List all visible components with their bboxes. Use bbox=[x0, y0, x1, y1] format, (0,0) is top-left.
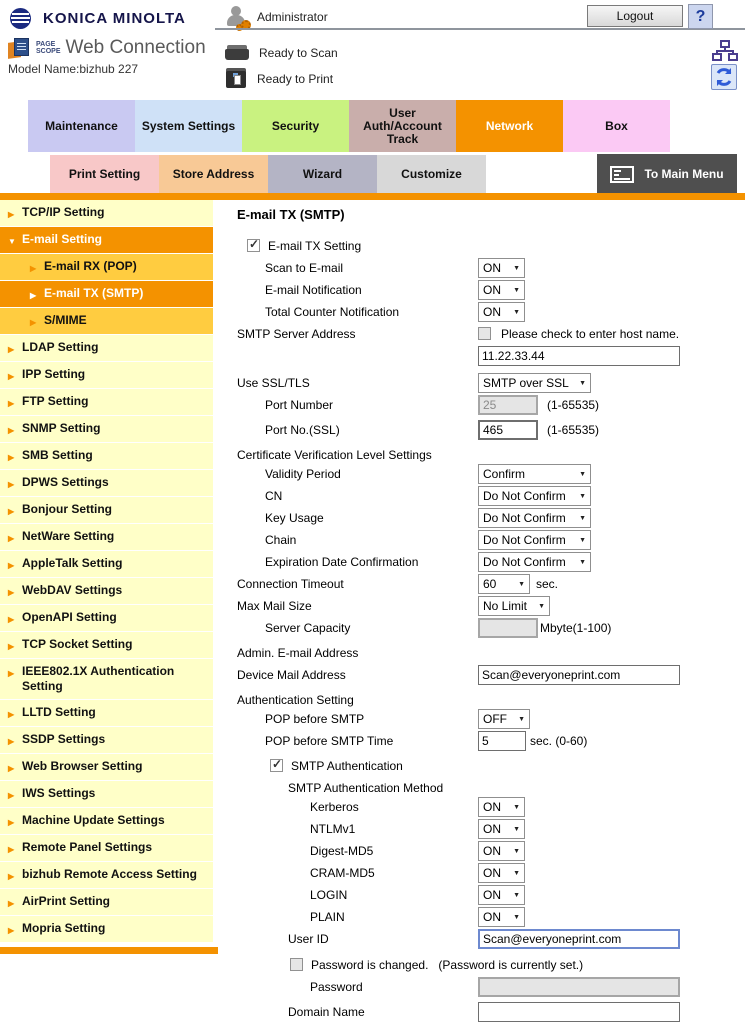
device-mail-label: Device Mail Address bbox=[237, 668, 346, 682]
control-panel-icon bbox=[610, 166, 634, 183]
tab-store-address[interactable]: Store Address bbox=[159, 155, 268, 193]
page-title: E-mail TX (SMTP) bbox=[237, 207, 345, 222]
brand-name: KONICA MINOLTA bbox=[43, 10, 186, 27]
sidebar-item-tcp-socket-setting[interactable]: ▶ TCP Socket Setting bbox=[0, 632, 213, 659]
print-status bbox=[225, 68, 333, 90]
sidebar-item-machine-update-settings[interactable]: ▶ Machine Update Settings bbox=[0, 808, 213, 835]
authentication-setting-row bbox=[237, 690, 745, 708]
tab-security[interactable]: Security bbox=[242, 100, 349, 152]
password-changed-note: (Password is currently set.) bbox=[438, 958, 584, 972]
smtp-server-address-input-row bbox=[237, 346, 745, 372]
scan-to-email-select[interactable]: ON ▼ bbox=[478, 258, 525, 278]
total-counter-notification-row bbox=[237, 302, 745, 323]
server-capacity-input bbox=[478, 618, 538, 638]
connection-timeout-label: Connection Timeout bbox=[237, 577, 344, 591]
pop-before-smtp-time-unit: sec. (0-60) bbox=[530, 734, 588, 748]
connection-timeout-select[interactable]: 60 ▼ bbox=[478, 574, 530, 594]
plain-select[interactable]: ON ▼ bbox=[478, 907, 525, 927]
sidebar-item-bizhub-remote-access-setting[interactable]: ▶ bizhub Remote Access Setting bbox=[0, 862, 213, 889]
header bbox=[0, 0, 745, 95]
tab-user-auth-account-track[interactable]: User Auth/Account Track bbox=[349, 100, 456, 152]
smtp-authentication-method-row bbox=[237, 778, 745, 796]
sidebar-item-mopria-setting[interactable]: ▶ Mopria Setting bbox=[0, 916, 213, 943]
refresh-arrows-icon bbox=[712, 65, 736, 89]
authentication-setting-label: Authentication Setting bbox=[237, 693, 354, 707]
sidebar-item-remote-panel-settings[interactable]: ▶ Remote Panel Settings bbox=[0, 835, 213, 862]
pop-before-smtp-time-label: POP before SMTP Time bbox=[265, 734, 394, 748]
enter-host-name-checkbox[interactable] bbox=[478, 327, 491, 340]
login-row bbox=[237, 885, 745, 906]
cram-md5-label: CRAM-MD5 bbox=[310, 866, 375, 880]
globe-icon bbox=[10, 8, 31, 29]
sidebar-item-ssdp-settings[interactable]: ▶ SSDP Settings bbox=[0, 727, 213, 754]
scan-status-text: Ready to Scan bbox=[259, 46, 338, 60]
cn-row bbox=[237, 486, 745, 507]
sidebar-item-snmp-setting[interactable]: ▶ SNMP Setting bbox=[0, 416, 213, 443]
sidebar-item-smb-setting[interactable]: ▶ SMB Setting bbox=[0, 443, 213, 470]
sidebar-item-smime[interactable]: ▶ S/MIME bbox=[0, 308, 213, 335]
model-name: Model Name:bizhub 227 bbox=[8, 62, 139, 76]
domain-name-label: Domain Name bbox=[288, 1005, 365, 1019]
scan-to-email-row bbox=[237, 258, 745, 279]
port-no-ssl-row bbox=[237, 420, 745, 444]
device-mail-row bbox=[237, 665, 745, 689]
password-input bbox=[478, 977, 680, 997]
use-ssl-tls-label: Use SSL/TLS bbox=[237, 376, 310, 390]
user-id-row bbox=[237, 929, 745, 954]
chain-row bbox=[237, 530, 745, 551]
email-notification-label: E-mail Notification bbox=[265, 283, 362, 297]
tab-print-setting[interactable]: Print Setting bbox=[50, 155, 159, 193]
domain-name-row bbox=[237, 1002, 745, 1026]
password-label: Password bbox=[310, 980, 363, 994]
header-divider bbox=[215, 28, 745, 30]
port-number-row bbox=[237, 395, 745, 419]
cn-label: CN bbox=[265, 489, 283, 503]
ntlmv1-label: NTLMv1 bbox=[310, 822, 356, 836]
kerberos-label: Kerberos bbox=[310, 800, 359, 814]
email-notification-select[interactable]: ON ▼ bbox=[478, 280, 525, 300]
pop-before-smtp-row bbox=[237, 709, 745, 730]
ntlmv1-select[interactable]: ON ▼ bbox=[478, 819, 525, 839]
email-tx-setting-label: E-mail TX Setting bbox=[268, 239, 362, 253]
tab-box[interactable]: Box bbox=[563, 100, 670, 152]
sidebar-item-webdav-settings[interactable]: ▶ WebDAV Settings bbox=[0, 578, 213, 605]
pagescope-wordmark: PAGE SCOPE bbox=[36, 41, 61, 55]
pagescope-logo bbox=[8, 36, 206, 60]
validity-period-label: Validity Period bbox=[265, 467, 341, 481]
email-tx-setting-row bbox=[237, 236, 745, 257]
sidebar-item-ftp-setting[interactable]: ▶ FTP Setting bbox=[0, 389, 213, 416]
validity-period-row bbox=[237, 464, 745, 485]
primary-tab-bar bbox=[28, 100, 670, 152]
max-mail-size-select[interactable]: No Limit ▼ bbox=[478, 596, 550, 616]
pop-before-smtp-label: POP before SMTP bbox=[265, 712, 365, 726]
sidebar-item-email-rx-pop[interactable]: ▶ E-mail RX (POP) bbox=[0, 254, 213, 281]
max-mail-size-label: Max Mail Size bbox=[237, 599, 312, 613]
sidebar-nav bbox=[0, 200, 213, 954]
document-stack-icon bbox=[8, 36, 32, 60]
sidebar-item-ieee8021x-authentication-setting[interactable]: ▶ IEEE802.1X Authentication Setting bbox=[0, 659, 213, 700]
smtp-server-address-label: SMTP Server Address bbox=[237, 327, 356, 341]
main-content bbox=[237, 200, 745, 1027]
sidebar-item-netware-setting[interactable]: ▶ NetWare Setting bbox=[0, 524, 213, 551]
cert-verification-label: Certificate Verification Level Settings bbox=[237, 448, 432, 462]
plain-label: PLAIN bbox=[310, 910, 345, 924]
user-gear-icon bbox=[225, 5, 249, 29]
printer-icon bbox=[225, 68, 249, 90]
scan-status bbox=[225, 44, 338, 62]
connection-timeout-row bbox=[237, 574, 745, 595]
scanner-icon bbox=[225, 44, 251, 62]
digest-md5-label: Digest-MD5 bbox=[310, 844, 374, 858]
port-number-label: Port Number bbox=[265, 398, 334, 412]
sidebar-item-email-tx-smtp[interactable]: ▶ E-mail TX (SMTP) bbox=[0, 281, 213, 308]
tab-customize[interactable]: Customize bbox=[377, 155, 486, 193]
sidebar-end-bar bbox=[0, 947, 218, 954]
user-id-input[interactable] bbox=[478, 929, 680, 949]
sidebar-item-appletalk-setting[interactable]: ▶ AppleTalk Setting bbox=[0, 551, 213, 578]
cert-verification-row bbox=[237, 445, 745, 463]
tab-system-settings[interactable]: System Settings bbox=[135, 100, 242, 152]
scan-to-email-label: Scan to E-mail bbox=[265, 261, 344, 275]
port-no-ssl-range: (1-65535) bbox=[547, 423, 600, 437]
smtp-authentication-checkbox[interactable] bbox=[270, 759, 283, 772]
total-counter-notification-select[interactable]: ON ▼ bbox=[478, 302, 525, 322]
password-changed-checkbox[interactable] bbox=[290, 958, 303, 971]
domain-name-input[interactable] bbox=[478, 1002, 680, 1022]
pop-before-smtp-select[interactable]: OFF ▼ bbox=[478, 709, 530, 729]
connection-timeout-unit: sec. bbox=[536, 577, 559, 591]
login-select[interactable]: ON ▼ bbox=[478, 885, 525, 905]
sidebar-item-lltd-setting[interactable]: ▶ LLTD Setting bbox=[0, 700, 213, 727]
server-capacity-unit: Mbyte(1-100) bbox=[540, 621, 612, 635]
port-number-range: (1-65535) bbox=[547, 398, 600, 412]
user-name: Administrator bbox=[257, 10, 328, 24]
sidebar-item-tcpip-setting[interactable]: ▶ TCP/IP Setting bbox=[0, 200, 213, 227]
use-ssl-tls-select[interactable]: SMTP over SSL ▼ bbox=[478, 373, 591, 393]
max-mail-size-row bbox=[237, 596, 745, 617]
to-main-menu-label: To Main Menu bbox=[644, 167, 724, 181]
smtp-authentication-row bbox=[237, 756, 745, 777]
email-tx-setting-checkbox[interactable] bbox=[247, 239, 260, 252]
sidebar-item-bonjour-setting[interactable]: ▶ Bonjour Setting bbox=[0, 497, 213, 524]
konica-minolta-logo bbox=[10, 8, 186, 29]
use-ssl-tls-row bbox=[237, 373, 745, 394]
tab-maintenance[interactable]: Maintenance bbox=[28, 100, 135, 152]
kerberos-row bbox=[237, 797, 745, 818]
pop-before-smtp-time-input[interactable] bbox=[478, 731, 526, 751]
secondary-tab-bar bbox=[50, 155, 486, 193]
server-capacity-row bbox=[237, 618, 745, 642]
enter-host-name-label: Please check to enter host name. bbox=[501, 327, 680, 341]
password-row bbox=[237, 977, 745, 1001]
total-counter-notification-label: Total Counter Notification bbox=[265, 305, 400, 319]
kerberos-select[interactable]: ON ▼ bbox=[478, 797, 525, 817]
cram-md5-select[interactable]: ON ▼ bbox=[478, 863, 525, 883]
digest-md5-select[interactable]: ON ▼ bbox=[478, 841, 525, 861]
sidebar-item-ldap-setting[interactable]: ▶ LDAP Setting bbox=[0, 335, 213, 362]
sidebar-item-web-browser-setting[interactable]: ▶ Web Browser Setting bbox=[0, 754, 213, 781]
key-usage-label: Key Usage bbox=[265, 511, 324, 525]
chain-select[interactable]: Do Not Confirm ▼ bbox=[478, 530, 591, 550]
login-label: LOGIN bbox=[310, 888, 348, 902]
accent-divider-bar bbox=[0, 193, 745, 200]
expiration-date-select[interactable]: Do Not Confirm ▼ bbox=[478, 552, 591, 572]
sidebar-item-openapi-setting[interactable]: ▶ OpenAPI Setting bbox=[0, 605, 213, 632]
logout-button[interactable]: Logout bbox=[587, 5, 683, 27]
admin-email-label: Admin. E-mail Address bbox=[237, 646, 359, 660]
expiration-date-label: Expiration Date Confirmation bbox=[265, 555, 419, 569]
sidebar-item-dpws-settings[interactable]: ▶ DPWS Settings bbox=[0, 470, 213, 497]
email-notification-row bbox=[237, 280, 745, 301]
sidebar-item-airprint-setting[interactable]: ▶ AirPrint Setting bbox=[0, 889, 213, 916]
password-changed-row bbox=[237, 955, 745, 976]
key-usage-select[interactable]: Do Not Confirm ▼ bbox=[478, 508, 591, 528]
product-name: Web Connection bbox=[65, 37, 206, 58]
refresh-button[interactable] bbox=[711, 64, 737, 90]
tab-network[interactable]: Network bbox=[456, 100, 563, 152]
digest-md5-row bbox=[237, 841, 745, 862]
sidebar-item-email-setting[interactable]: ▼ E-mail Setting bbox=[0, 227, 213, 254]
sidebar-item-iws-settings[interactable]: ▶ IWS Settings bbox=[0, 781, 213, 808]
password-changed-label: Password is changed. bbox=[311, 958, 429, 972]
cn-select[interactable]: Do Not Confirm ▼ bbox=[478, 486, 591, 506]
server-capacity-label: Server Capacity bbox=[265, 621, 351, 635]
print-status-text: Ready to Print bbox=[257, 72, 334, 86]
port-no-ssl-label: Port No.(SSL) bbox=[265, 423, 340, 437]
smtp-authentication-method-label: SMTP Authentication Method bbox=[288, 781, 444, 795]
network-tree-icon[interactable] bbox=[713, 41, 737, 62]
tab-wizard[interactable]: Wizard bbox=[268, 155, 377, 193]
sidebar-item-ipp-setting[interactable]: ▶ IPP Setting bbox=[0, 362, 213, 389]
smtp-server-address-input[interactable] bbox=[478, 346, 680, 366]
help-button[interactable]: ? bbox=[688, 4, 713, 29]
pop-before-smtp-time-row bbox=[237, 731, 745, 755]
user-id-label: User ID bbox=[288, 932, 329, 946]
validity-period-select[interactable]: Confirm ▼ bbox=[478, 464, 591, 484]
chain-label: Chain bbox=[265, 533, 297, 547]
to-main-menu-button[interactable] bbox=[597, 154, 737, 194]
key-usage-row bbox=[237, 508, 745, 529]
logged-in-user bbox=[225, 5, 328, 29]
smtp-authentication-label: SMTP Authentication bbox=[291, 759, 403, 773]
smtp-server-address-row bbox=[237, 324, 745, 345]
ntlmv1-row bbox=[237, 819, 745, 840]
device-mail-input[interactable] bbox=[478, 665, 680, 685]
admin-email-row bbox=[237, 643, 745, 664]
expiration-date-row bbox=[237, 552, 745, 573]
port-no-ssl-input[interactable] bbox=[478, 420, 538, 440]
cram-md5-row bbox=[237, 863, 745, 884]
plain-row bbox=[237, 907, 745, 928]
port-number-input bbox=[478, 395, 538, 415]
